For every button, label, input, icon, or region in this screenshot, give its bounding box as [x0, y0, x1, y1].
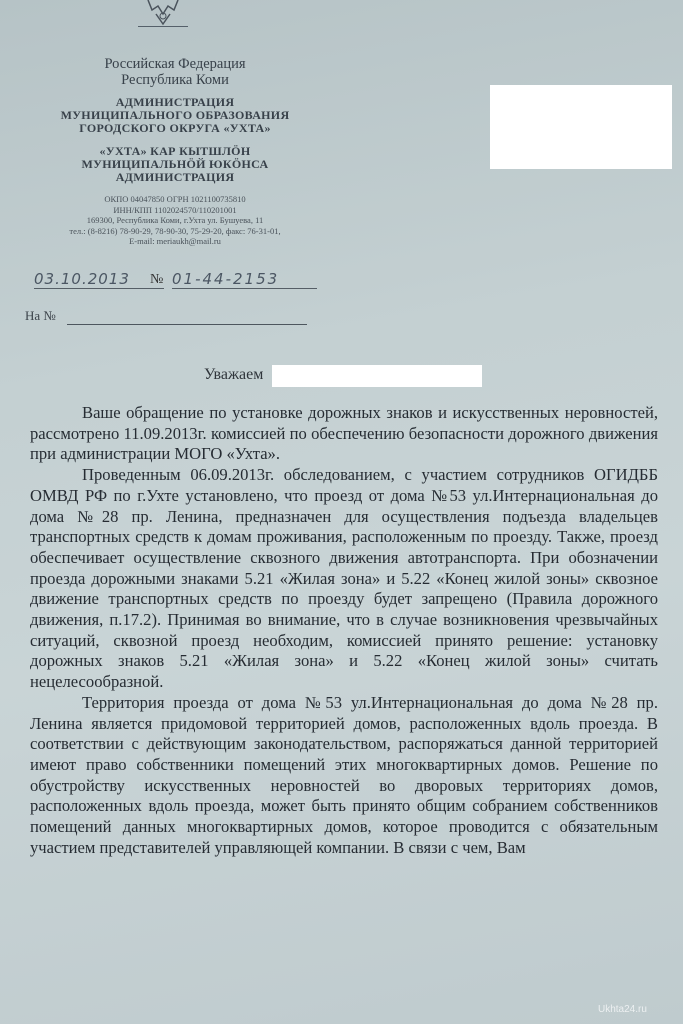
header-admin-line: МУНИЦИПАЛЬНОГО ОБРАЗОВАНИЯ [60, 108, 290, 122]
redacted-addressee-name [272, 365, 482, 387]
body-paragraph: Проведенным 06.09.2013г. обследованием, с участием сотрудников ОГИДББ ОМВД РФ по г.Ухте установлено, что проезд от дома №53 ул.Интернациональная до дома №28 пр. Ленина, предназначен для осуществления подъезда владельцев транспортных средств к домам проживания, расположенным по проезду. Также, проезд обеспечивает осуществление сквозного движения автотранспорта. При обозначении проезда дорожными знаками 5.21 «Жилая зона» и 5.22 «Конец жилой зоны» сквозное движение транспортных средств по проезду будет запрещено (Правила дорожного движения, п.17.2). Принимая во внимание, что в случае возникновения чрезвычайных ситуаций, сквозной проезд необходим, комиссией принято решение: установку дорожных знаков 5.21 «Жилая зона» и 5.22 «Конец жилой зоны» считать нецелесообразной. [30, 465, 658, 692]
header-admin-line: ГОРОДСКОГО ОКРУГА «УХТА» [79, 121, 271, 135]
outgoing-date: 03.10.2013 [34, 270, 164, 289]
number-sign: № [150, 272, 164, 287]
reply-reference-blank [67, 324, 307, 325]
coat-of-arms-emblem [138, 0, 188, 27]
header-country-line: Республика Коми [121, 71, 229, 88]
letter-body [30, 403, 658, 858]
header-country-line: Российская Федерация [104, 56, 246, 72]
registration-line [24, 268, 324, 292]
header-requisites [30, 195, 320, 248]
eagle-icon [138, 0, 188, 26]
header-komi-line: МУНИЦИПАЛЬНÖЙ ЮКÖНСА [81, 157, 269, 171]
site-watermark: Ukhta24.ru [598, 1004, 647, 1015]
header-administration [30, 96, 320, 135]
reply-reference-label: На № [25, 308, 56, 323]
requisites-line: 169300, Республика Коми, г.Ухта ул. Бушуева, 11 [86, 215, 264, 225]
header-komi-line: «УХТА» КАР КЫТШЛÖН [99, 144, 251, 158]
header-komi-name [30, 145, 320, 184]
header-country [30, 57, 320, 88]
reply-reference-line [25, 308, 315, 330]
redacted-recipient-block [490, 85, 672, 169]
requisites-line: E-mail: meriaukh@mail.ru [129, 236, 221, 246]
body-paragraph: Территория проезда от дома №53 ул.Интернациональная до дома №28 пр. Ленина является придомовой территорией домов, расположенных вдоль проезда. В соответствии с действующим законодательством, распоряжаться данной территорией имеют право собственники помещений этих многоквартирных домов. Решение по обустройству искусственных неровностей во дворовых территориях домов, расположенных вдоль проезда, может быть принято общим собранием собственников помещений данных многоквартирных домов, которое проводится с обязательным участием представителей управляющей компании. В связи с чем, Вам [30, 692, 658, 857]
requisites-line: ИНН/КПП 1102024570/110201001 [113, 204, 237, 215]
salutation: Уважаем [204, 366, 264, 383]
requisites-line: тел.: (8-8216) 78-90-29, 78-90-30, 75-29-20, факс: 76-31-01, [69, 225, 281, 236]
header-komi-line: АДМИНИСТРАЦИЯ [115, 170, 235, 184]
body-paragraph: Ваше обращение по установке дорожных знаков и искусственных неровностей, рассмотрено 11.09.2013г. комиссией по обеспечению безопасности дорожного движения при администрации МОГО «Ухта». [30, 403, 658, 464]
outgoing-number: 01-44-2153 [172, 270, 317, 289]
header-admin-line: АДМИНИСТРАЦИЯ [115, 95, 235, 109]
requisites-line: ОКПО 04047850 ОГРН 1021100735810 [104, 194, 246, 204]
